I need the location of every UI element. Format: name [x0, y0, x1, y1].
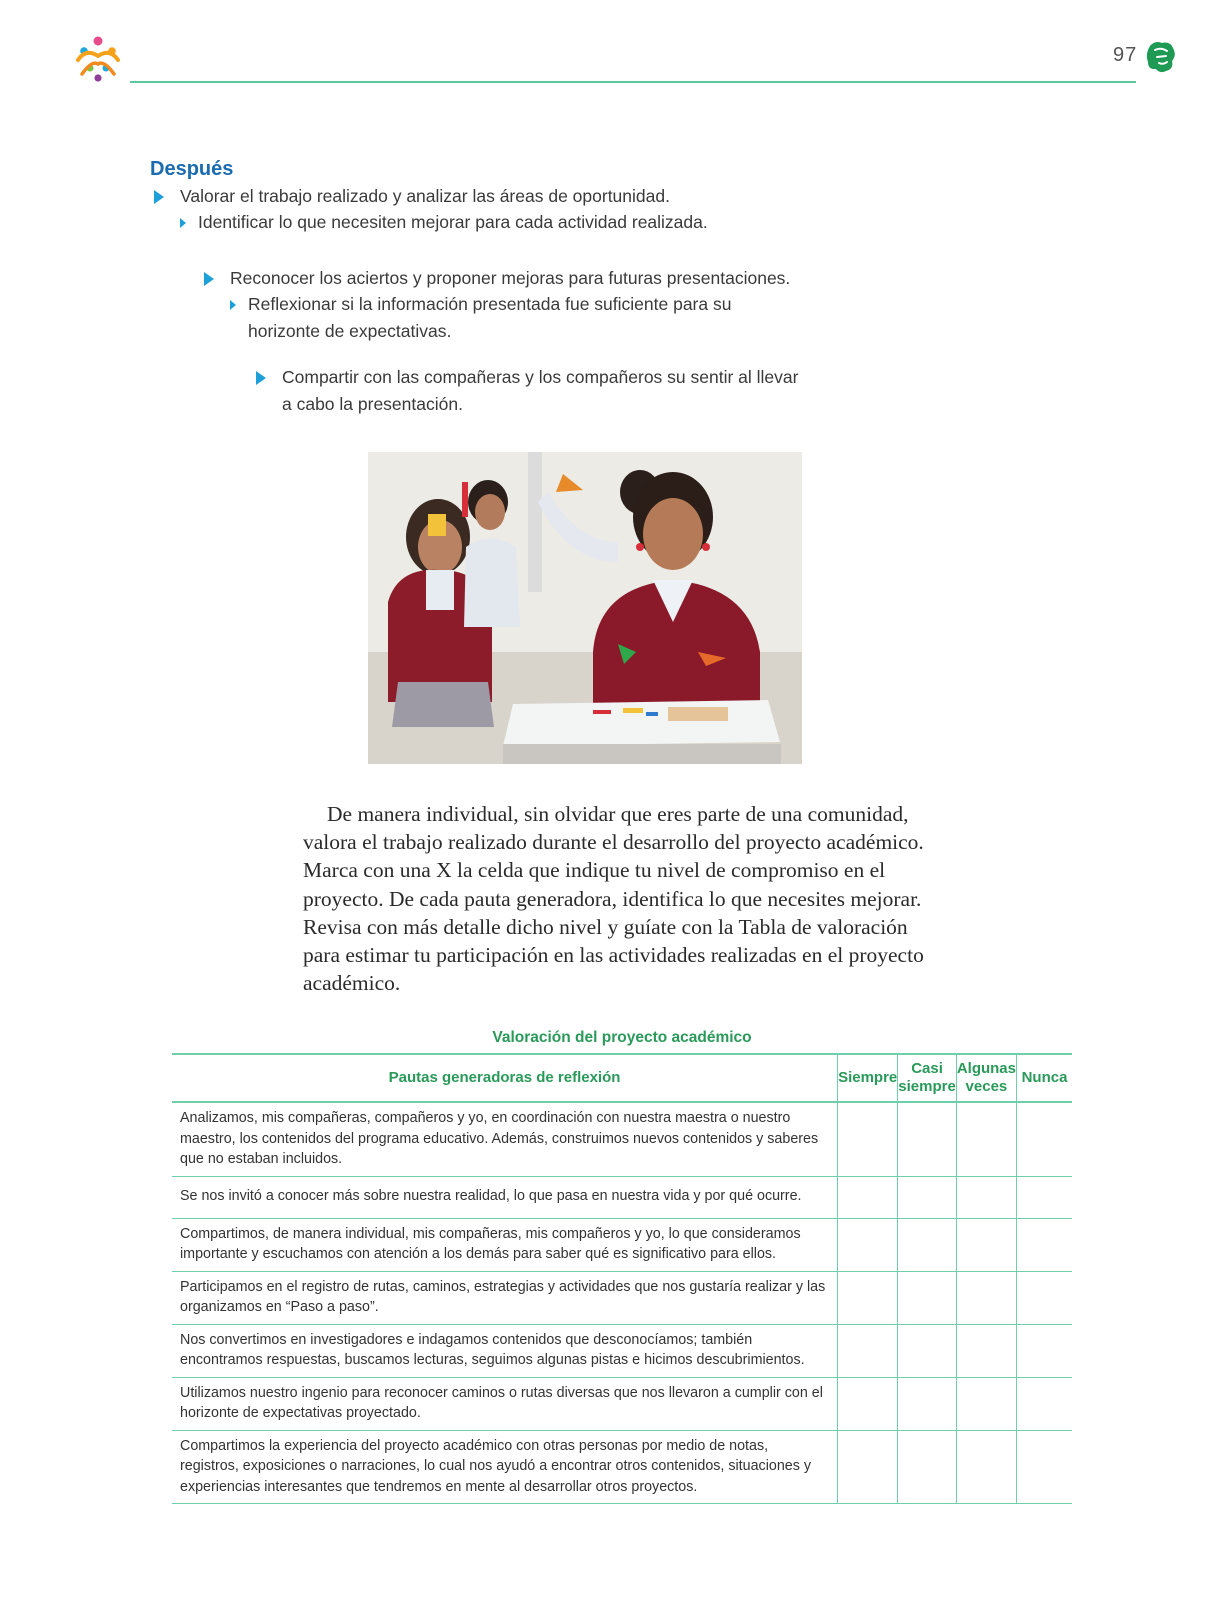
cell-algunas-veces[interactable] [956, 1430, 1016, 1504]
cell-casi-siempre[interactable] [898, 1430, 957, 1504]
cell-siempre[interactable] [838, 1271, 898, 1324]
cell-nunca[interactable] [1017, 1271, 1073, 1324]
bullet-arrow-icon [256, 371, 266, 385]
cell-siempre[interactable] [838, 1102, 898, 1176]
cell-siempre[interactable] [838, 1176, 898, 1218]
table-row [172, 1271, 1072, 1324]
green-glyph-icon [1145, 40, 1177, 74]
bullet-item [198, 209, 708, 236]
cell-algunas-veces[interactable] [956, 1218, 1016, 1271]
bullet-arrow-icon [180, 218, 186, 228]
bullet-item [180, 183, 670, 210]
table-header-row [172, 1054, 1072, 1102]
pauta-text: Nos convertimos en investigadores e indagamos contenidos que desconocíamos; también encontramos respuestas, buscamos lecturas, seguimos algunas pistas e hicimos descubrimientos. [172, 1324, 838, 1377]
header-casi-siempre: Casi siempre [898, 1054, 957, 1102]
cell-algunas-veces[interactable] [956, 1271, 1016, 1324]
table-row [172, 1377, 1072, 1430]
cell-nunca[interactable] [1017, 1377, 1073, 1430]
page-number: 97 [1113, 44, 1138, 66]
cell-algunas-veces[interactable] [956, 1377, 1016, 1430]
table-row [172, 1430, 1072, 1504]
bullet-arrow-icon [230, 300, 236, 310]
bullet-item [230, 265, 790, 292]
pauta-text: Compartimos, de manera individual, mis compañeras, mis compañeros y yo, lo que consideramos importante y escuchamos con atención a los demás para saber qué es significativo para ellos. [172, 1218, 838, 1271]
bullet-text: Reflexionar si la información presentada fue suficiente para su horizonte de expectativas. [248, 294, 732, 341]
table-title: Valoración del proyecto académico [492, 1029, 752, 1046]
cell-nunca[interactable] [1017, 1430, 1073, 1504]
bullet-text: Reconocer los aciertos y proponer mejoras para futuras presentaciones. [230, 268, 791, 288]
bullet-arrow-icon [154, 190, 164, 204]
cell-casi-siempre[interactable] [898, 1271, 957, 1324]
cell-casi-siempre[interactable] [898, 1102, 957, 1176]
cell-casi-siempre[interactable] [898, 1377, 957, 1430]
cell-nunca[interactable] [1017, 1102, 1073, 1176]
header-siempre: Siempre [838, 1054, 898, 1102]
pauta-text: Analizamos, mis compañeras, compañeros y yo, en coordinación con nuestra maestra o nuestro maestro, los contenidos del programa educativo. Además, construimos nuevos contenidos y saberes que no estaban incluidos. [172, 1102, 838, 1176]
cell-algunas-veces[interactable] [956, 1324, 1016, 1377]
cell-algunas-veces[interactable] [956, 1176, 1016, 1218]
table-row [172, 1176, 1072, 1218]
bullet-text: Valorar el trabajo realizado y analizar las áreas de oportunidad. [180, 186, 670, 206]
colorful-people-circle-logo-icon [72, 34, 124, 84]
bullet-item [248, 291, 808, 345]
cell-nunca[interactable] [1017, 1218, 1073, 1271]
table-row [172, 1102, 1072, 1176]
bullet-arrow-icon [204, 272, 214, 286]
bullet-text: Identificar lo que necesiten mejorar para cada actividad realizada. [198, 212, 708, 232]
cell-casi-siempre[interactable] [898, 1176, 957, 1218]
header-nunca: Nunca [1017, 1054, 1073, 1102]
cell-nunca[interactable] [1017, 1176, 1073, 1218]
cell-casi-siempre[interactable] [898, 1218, 957, 1271]
students-classroom-photo-drawing [368, 452, 802, 764]
pauta-text: Se nos invitó a conocer más sobre nuestra realidad, lo que pasa en nuestra vida y por qué ocurre. [172, 1176, 838, 1218]
header-algunas-veces: Algunas veces [956, 1054, 1016, 1102]
bullet-text: Compartir con las compañeras y los compañeros su sentir al llevar a cabo la presentación. [282, 367, 799, 414]
cell-siempre[interactable] [838, 1377, 898, 1430]
students-classroom-photo [368, 452, 802, 764]
bullet-item [282, 364, 812, 418]
pauta-text: Compartimos la experiencia del proyecto académico con otras personas por medio de notas, registros, exposiciones o narraciones, lo cual nos ayudó a encontrar otros contenidos, situaciones y experiencias interesantes que tendremos en mente al desarrollar otros proyectos. [172, 1430, 838, 1504]
cell-siempre[interactable] [838, 1430, 898, 1504]
table-row [172, 1324, 1072, 1377]
cell-siempre[interactable] [838, 1324, 898, 1377]
section-title: Después [150, 158, 234, 180]
cell-nunca[interactable] [1017, 1324, 1073, 1377]
cell-algunas-veces[interactable] [956, 1102, 1016, 1176]
header-rule [130, 81, 1136, 83]
instructions-paragraph: De manera individual, sin olvidar que eres parte de una comunidad, valora el trabajo realizado durante el desarrollo del proyecto académico. Marca con una X la celda que indique tu nivel de compromiso en el proyecto. De cada pauta generadora, identifica lo que necesites mejorar. Revisa con más detalle dicho nivel y guíate con la Tabla de valoración para estimar tu participación en las actividades realizadas en el proyecto académico. [303, 802, 924, 996]
pauta-text: Participamos en el registro de rutas, caminos, estrategias y actividades que nos gustaría realizar y las organizamos en “Paso a paso”. [172, 1271, 838, 1324]
header-pautas: Pautas generadoras de reflexión [172, 1054, 838, 1102]
cell-casi-siempre[interactable] [898, 1324, 957, 1377]
pauta-text: Utilizamos nuestro ingenio para reconocer caminos o rutas diversas que nos llevaron a cumplir con el horizonte de expectativas proyectado. [172, 1377, 838, 1430]
cell-siempre[interactable] [838, 1218, 898, 1271]
valoracion-table [172, 1053, 1072, 1504]
table-row [172, 1218, 1072, 1271]
